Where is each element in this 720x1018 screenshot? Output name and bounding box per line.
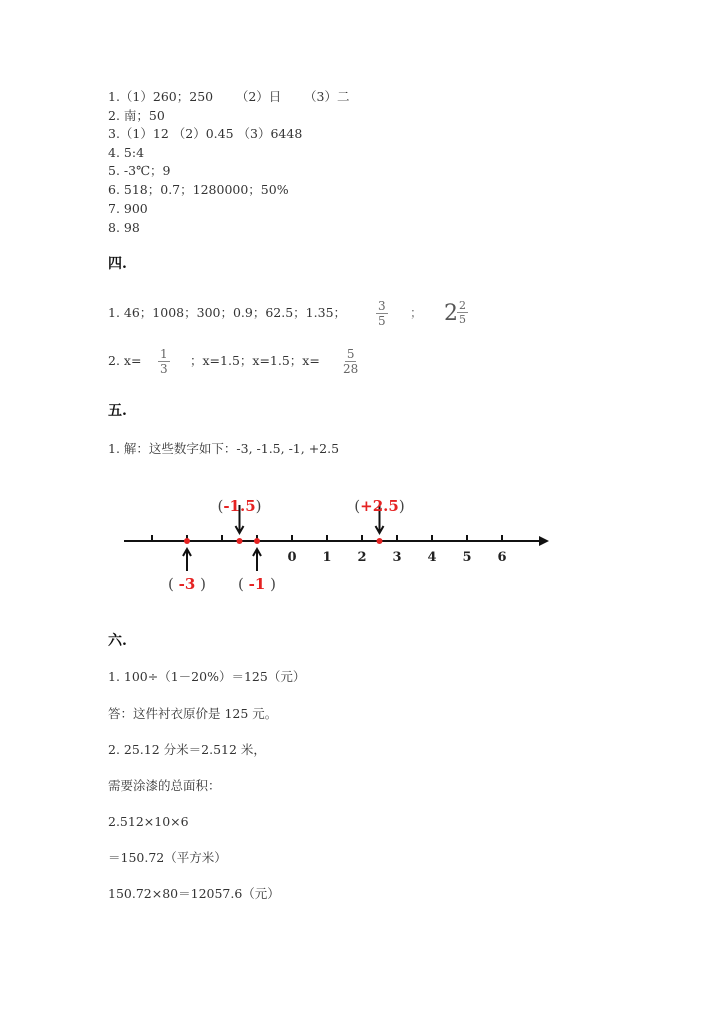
tick-label: 4 (427, 550, 437, 565)
answer-line: 6. 518；0.7；1280000；50% (108, 182, 289, 197)
answer-line: 2. 25.12 分米＝2.512 米， (108, 742, 266, 757)
point-marker (184, 538, 190, 544)
tick-label: 0 (287, 550, 297, 565)
numerator: 3 (378, 299, 386, 313)
point-label: ( -3 ) (168, 575, 206, 593)
section-heading-6: 六. (108, 633, 127, 649)
fraction (343, 347, 358, 376)
tick-label: 1 (322, 550, 332, 565)
point-label: (-1.5) (217, 497, 262, 515)
denominator: 5 (378, 314, 386, 328)
answer-line: 答：这件衬衣原价是 125 元。 (108, 706, 278, 721)
answer-line: 4. 5:4 (108, 145, 145, 160)
point-label: ( -1 ) (238, 575, 276, 593)
fraction (457, 299, 468, 326)
answer-line: 3.（1）12 （2）0.45 （3）6448 (108, 126, 303, 141)
number-line (0, 490, 720, 610)
pointer-arrow-icon (253, 549, 261, 571)
answer-line: 7. 900 (108, 201, 148, 216)
answer-line: 8. 98 (108, 220, 140, 235)
point-label: (+2.5) (354, 497, 405, 515)
point-marker (237, 538, 243, 544)
answer-line: 1. 解：这些数字如下：-3, -1.5, -1, +2.5 (108, 441, 340, 456)
answer-line-middle: ；x=1.5；x=1.5；x= (190, 353, 320, 368)
tick-label: 3 (392, 550, 402, 565)
separator: ； (410, 305, 423, 320)
axis-arrowhead (539, 536, 549, 546)
section-heading-5: 五. (108, 403, 127, 419)
point-marker (254, 538, 260, 544)
denominator: 28 (343, 362, 359, 376)
mixed-number-whole: 2 (444, 301, 458, 326)
pointer-arrow-icon (183, 549, 191, 571)
answer-line: 需要涂漆的总面积： (108, 778, 221, 793)
denominator: 3 (160, 362, 168, 376)
answer-line: 5. -3℃；9 (108, 163, 171, 178)
numerator: 5 (346, 347, 355, 361)
numerator: 2 (459, 299, 466, 312)
section-heading-4: 四. (108, 256, 127, 272)
fraction (158, 347, 170, 376)
answer-line: 150.72×80＝12057.6（元） (108, 886, 280, 901)
denominator: 5 (459, 313, 466, 326)
point-marker (377, 538, 383, 544)
answer-line: 1.（1）260；250 （2）日 （3）二 (108, 89, 350, 104)
answer-line: 1. 100÷（1－20%）＝125（元） (108, 669, 306, 684)
answer-line: 2.512×10×6 (108, 814, 189, 829)
tick-label: 2 (357, 550, 367, 565)
answer-line: 2. 南；50 (108, 108, 165, 123)
answer-line-prefix: 2. x= (108, 353, 142, 368)
numerator: 1 (160, 347, 168, 361)
tick-label: 6 (497, 550, 507, 565)
fraction (376, 299, 388, 328)
answer-line: ＝150.72（平方米） (108, 850, 227, 865)
tick-label: 5 (462, 550, 472, 565)
answer-line: 1. 46；1008；300；0.9；62.5；1.35； (108, 305, 347, 320)
